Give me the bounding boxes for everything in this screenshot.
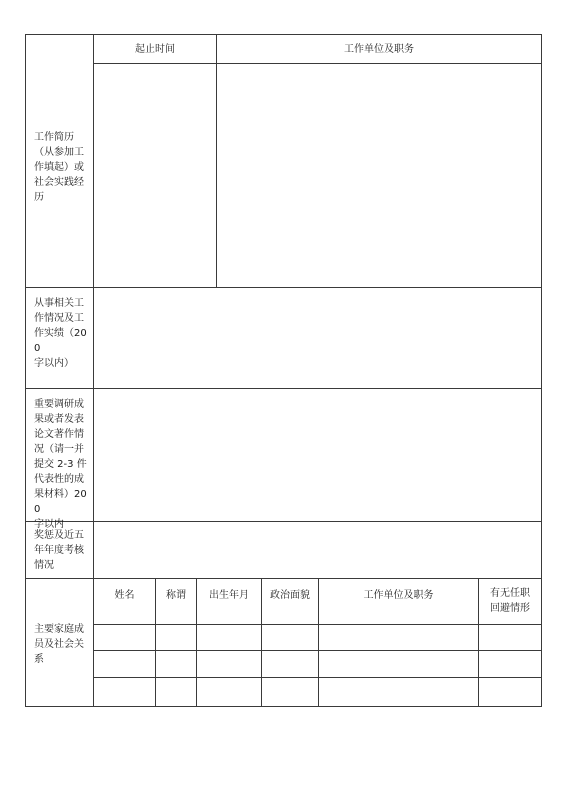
work-history-header-line bbox=[93, 63, 542, 64]
family-header-unit: 工作单位及职务 bbox=[363, 590, 434, 601]
family-header-name: 姓名 bbox=[114, 590, 135, 601]
row-divider-4 bbox=[25, 578, 542, 579]
row-divider-3 bbox=[25, 521, 542, 522]
related-work-label: 从事相关工 作情况及工 作实绩（200 字以内） bbox=[34, 298, 87, 369]
col-period-header: 起止时间 bbox=[135, 44, 175, 55]
table-border-top bbox=[25, 34, 542, 35]
family-header-relation: 称谓 bbox=[166, 590, 186, 601]
table-border-right bbox=[541, 34, 542, 707]
family-label: 主要家庭成 员及社会关 系 bbox=[34, 624, 84, 665]
family-header-political: 政治面貌 bbox=[270, 590, 310, 601]
family-header-recusal: 有无任职 回避情形 bbox=[490, 588, 530, 614]
family-header-birth: 出生年月 bbox=[209, 590, 249, 601]
research-label: 重要调研成 果或者发表 论文著作情 况（请一并 提交 2-3 件 代表性的成 果材料）200 字以内 bbox=[34, 399, 87, 530]
work-history-label: 工作简历 （从参加工 作填起）或 社会实践经 历 bbox=[34, 132, 84, 203]
label-column-divider bbox=[93, 34, 94, 707]
col-unit-header: 工作单位及职务 bbox=[344, 44, 414, 55]
table-border-left bbox=[25, 34, 26, 707]
row-divider-2 bbox=[25, 388, 542, 389]
awards-label: 奖惩及近五 年年度考核 情况 bbox=[34, 530, 84, 571]
work-history-column-divider bbox=[216, 34, 217, 287]
table-border-bottom bbox=[25, 706, 542, 707]
row-divider-1 bbox=[25, 287, 542, 288]
